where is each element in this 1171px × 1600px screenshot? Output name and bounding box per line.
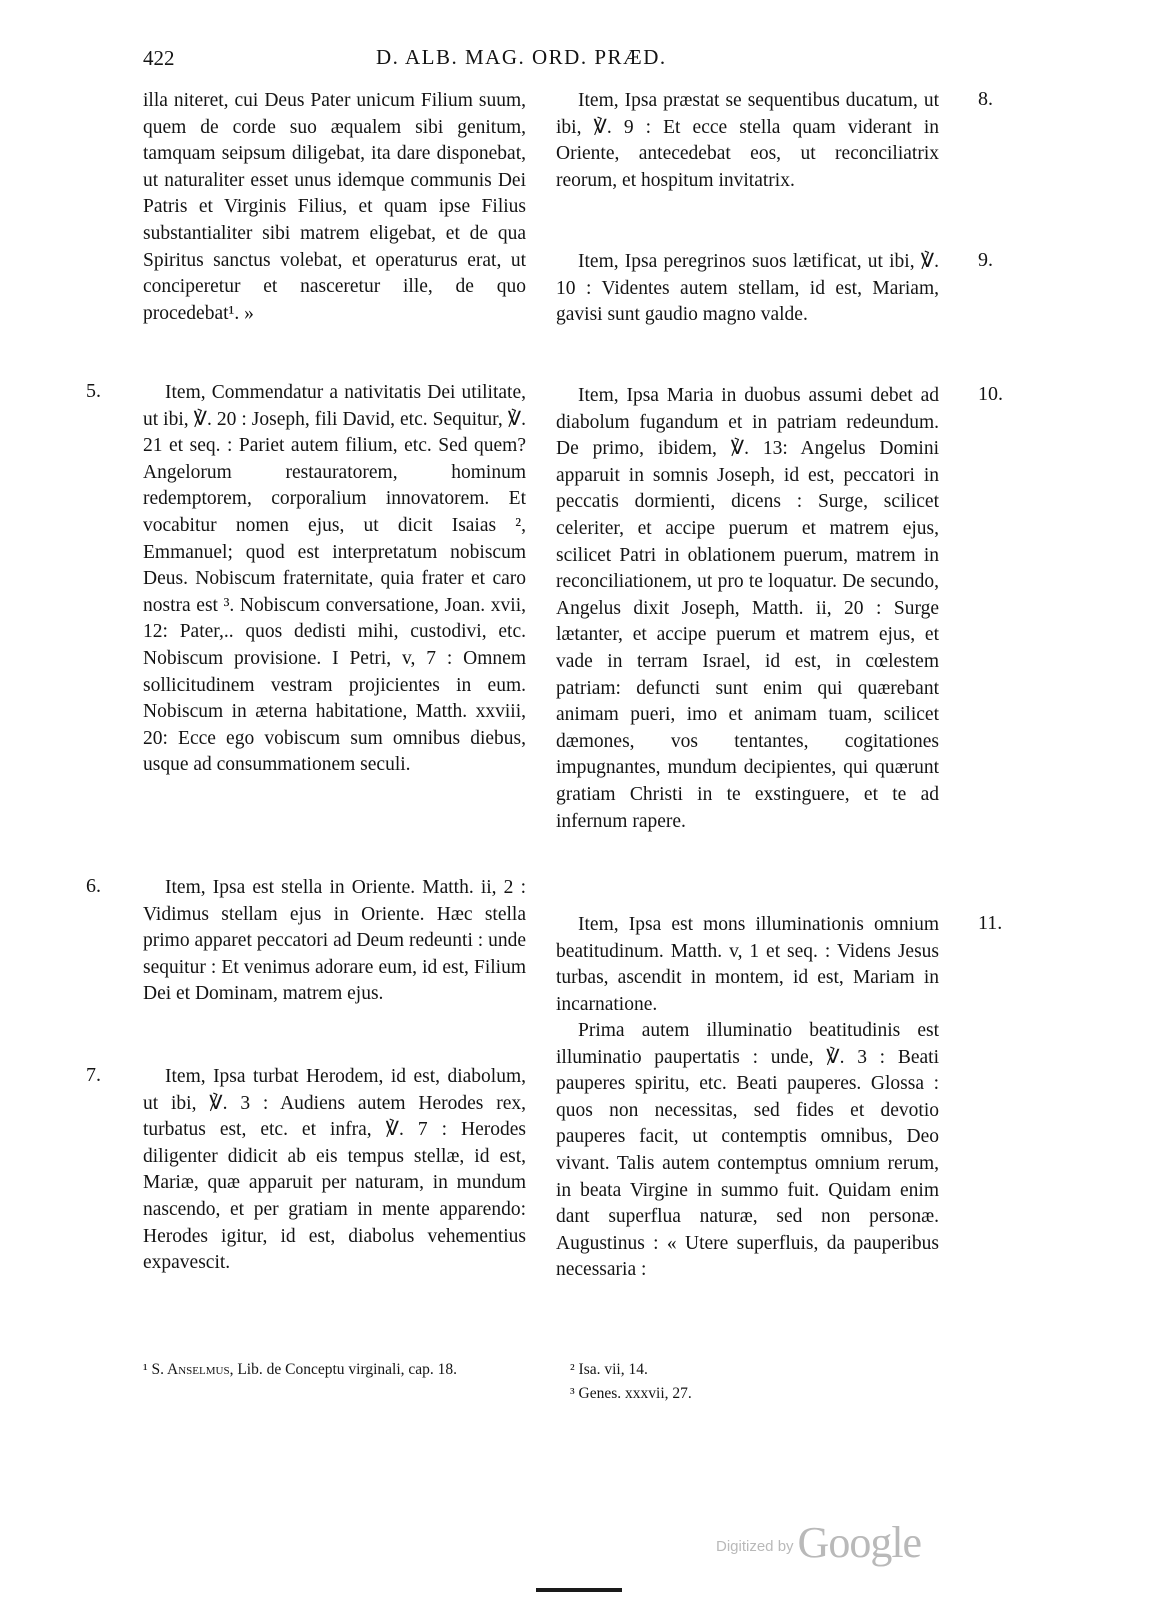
paragraph-section-5: Item, Commendatur a nativitatis Dei utilitate, ut ibi, ℣. 20 : Joseph, fili David, etc. Sequitur, ℣. 21 et seq. : Pariet autem filium, etc. Sed quem? Angelorum restauratorem, hominum redemptorem, corporalium innovatorem. Et vocabitur nomen ejus, ut dicit Isaias ², Emmanuel; quod est interpretatum nobiscum Deus. Nobiscum fraternitate, quia frater et caro nostra est ³. Nobiscum conversatione, Joan. xvii, 12: Pater,.. quos dedisti mihi, custodivi, etc. Nobiscum provisione. I Petri, v, 7 : Omnem sollicitudinem vestram projicientes in eum. Nobiscum in æterna habitatione, Matth. xxviii, 20: Ecce ego vobiscum sum omnibus diebus, usque ad consummationem seculi. [143,382,526,776]
section-number-9: 9. [978,249,993,271]
paragraph-section-6: Item, Ipsa est stella in Oriente. Matth. ii, 2 : Vidimus stellam ejus in Oriente. Hæc stella primo apparet peccatori ad Deum redeunti : unde sequitur : Et venimus adorare eum, id est, Filium Dei et Dominam, matrem ejus. [143,877,526,1005]
section-number-7: 7. [86,1064,101,1086]
watermark-prefix: Digitized by [716,1538,794,1555]
section-number-8: 8. [978,88,993,110]
paragraph-section-9: Item, Ipsa peregrinos suos lætificat, ut ibi, ℣. 10 : Videntes autem stellam, id est, Mariam, gavisi sunt gaudio magno valde. [556,251,939,326]
paragraph-section-11: Item, Ipsa est mons illuminationis omnium beatitudinum. Matth. v, 1 et seq. : Videns Jesus turbas, ascendit in montem, id est, Mariam in incarnatione. [556,914,939,1015]
section-number-10: 10. [978,383,1003,405]
paragraph-section-10: Item, Ipsa Maria in duobus assumi debet ad diabolum fugandum et in patriam redeundum. De primo, ibidem, ℣. 13: Angelus Domini apparuit in somnis Joseph, id est, peccatori in peccatis dormienti, dicens : Surge, scilicet celeriter, et accipe puerum et matrem ejus, scilicet Patri in oblationem puerum, matrem in reconciliationem, ut pro te loquatur. De secundo, Angelus dixit Joseph, Matth. ii, 20 : Surge lætanter, et accipe puerum et matrem ejus, et vade in terram Israel, id est, in cœlestem patriam: defuncti sunt enim qui quærebant animam pueri, imo et animam tuam, scilicet dæmones, vos tentantes, cogitationes impugnantes, mundum decipientes, qui quærunt gratiam Christi in te exstinguere, et te ad infernum rapere. [556,385,939,832]
footnote-text: Genes. xxxvii, 27. [578,1385,692,1402]
bottom-rule [536,1588,622,1592]
footnote-text: , Lib. de Conceptu virginali, cap. 18. [229,1361,458,1378]
page-number: 422 [143,46,175,70]
paragraph-section-8: Item, Ipsa præstat se sequentibus ducatum, ut ibi, ℣. 9 : Et ecce stella quam viderant in Oriente, antecedebat eos, ut reconciliatrix reorum, et hospitum invitatrix. [556,90,939,191]
footnote-marker: ³ [570,1385,575,1402]
footnote-3 [570,1382,950,1406]
paragraph-section-7: Item, Ipsa turbat Herodem, id est, diabolum, ut ibi, ℣. 3 : Audiens autem Herodes rex, turbatus est, etc. et infra, ℣. 7 : Herodes diligenter didicit ab eis tempus stellæ, id est, Mariæ, quæ apparuit per naturam, in mundum nascendo, et per gratiam in mente apparendo: Herodes igitur, id est, diabolus vehementius expavescit. [143,1066,526,1274]
footnote-2 [570,1358,950,1382]
paragraph-continuation: illa niteret, cui Deus Pater unicum Filium suum, quem de corde suo æqualem sibi genitum, tamquam seipsum diligebat, ita dare disponebat, ut naturaliter esset unus idemque communis Dei Patris et Virginis Filius, et quam ipse Filius substantialiter sibi matrem eligebat, et de qua Spiritus sanctus volebat, et operaturus erat, ut conciperetur et nasceretur ille, de quo procedebat¹. » [143,90,526,324]
running-head: D. ALB. MAG. ORD. PRÆD. [376,45,667,69]
watermark-brand: Google [797,1518,922,1567]
footnote-marker: ¹ [143,1361,148,1378]
footnote-text: Isa. vii, 14. [578,1361,648,1378]
footnote-marker: ² [570,1361,575,1378]
section-number-6: 6. [86,875,101,897]
google-watermark [716,1517,921,1568]
footnote-author: S. Anselmus [151,1361,230,1378]
footnote-1 [143,1358,529,1382]
section-number-11: 11. [978,912,1003,934]
section-number-5: 5. [86,380,101,402]
paragraph-beatitudo: Prima autem illuminatio beatitudinis est illuminatio paupertatis : unde, ℣. 3 : Beati pauperes spiritu, etc. Beati pauperes. Glossa : quos non necessitas, sed fides et devotio pauperes facit, ut contemptis omnibus, Deo vivant. Talis autem contemptus omnium rerum, in beata Virgine in summo fuit. Quidam enim dant superflua naturæ, sed non personæ. Augustinus : « Utere superfluis, da pauperibus necessaria : [556,1020,939,1281]
footnotes-right [570,1358,950,1406]
